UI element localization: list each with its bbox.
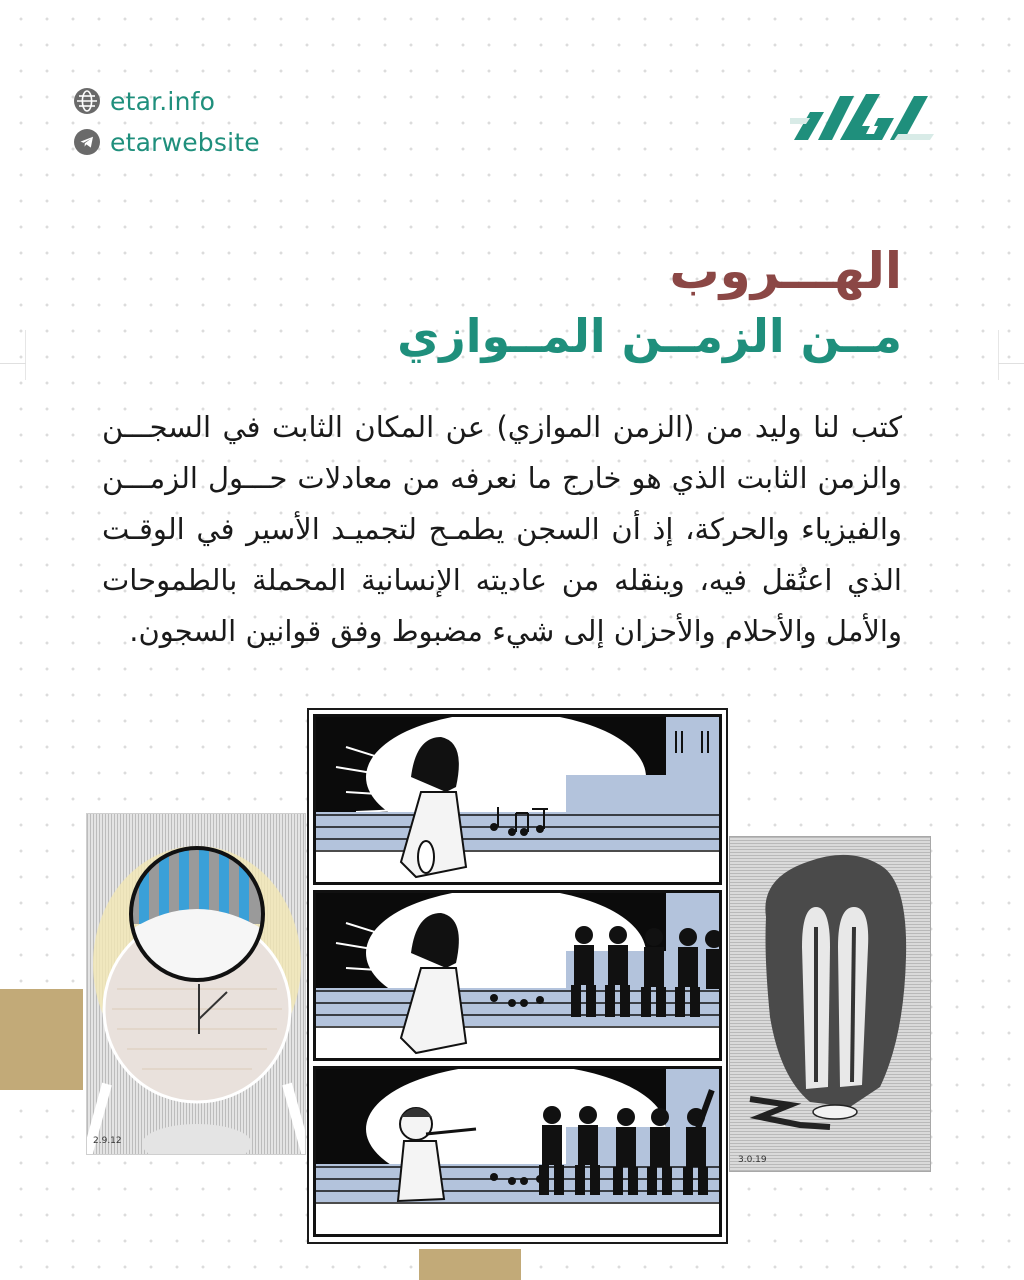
telegram-label: etarwebsite	[110, 127, 260, 157]
artwork-right-rock	[729, 836, 931, 1172]
website-link[interactable]	[74, 86, 260, 116]
artwork-left-clock	[86, 813, 306, 1155]
website-label: etar.info	[110, 86, 216, 116]
corner-crop-mark-right	[998, 330, 1024, 380]
comic-panel-1	[313, 714, 722, 885]
corner-crop-mark-left	[0, 330, 26, 380]
decorative-gold-block-left	[0, 989, 83, 1090]
comic-panel-3	[313, 1066, 722, 1237]
globe-icon	[74, 88, 100, 114]
article-title	[397, 238, 902, 368]
telegram-link[interactable]	[74, 127, 260, 157]
artwork-center-comic	[307, 708, 728, 1244]
etar-logo	[790, 90, 935, 144]
decorative-gold-block-bottom	[419, 1249, 521, 1280]
artwork-right-signature: 3.0.19	[738, 1155, 767, 1165]
telegram-icon	[74, 129, 100, 155]
title-subtitle: مــن الزمــن المــوازي	[397, 309, 902, 363]
contact-info	[74, 86, 260, 168]
comic-panel-2	[313, 890, 722, 1061]
title-main: الهـــروب	[669, 242, 902, 300]
article-body: كتب لنا وليد من (الزمن الموازي) عن المكان الثابت في السجـــن والزمن الثابت الذي هو خارج ما نعرفه من معادلات حـــول الزمـــن والفيزياء والحركة، إذ أن السجن يطمـح لتجميـد الأسير في الوقـت الذي اعتُقل فيه، وينقله من عاديته الإنسانية المحملة بالطموحات والأمل والأحلام والأحزان إلى شيء مضبوط وفق قوانين السجون.	[102, 410, 902, 648]
artwork-left-signature: 2.9.12	[93, 1136, 122, 1146]
